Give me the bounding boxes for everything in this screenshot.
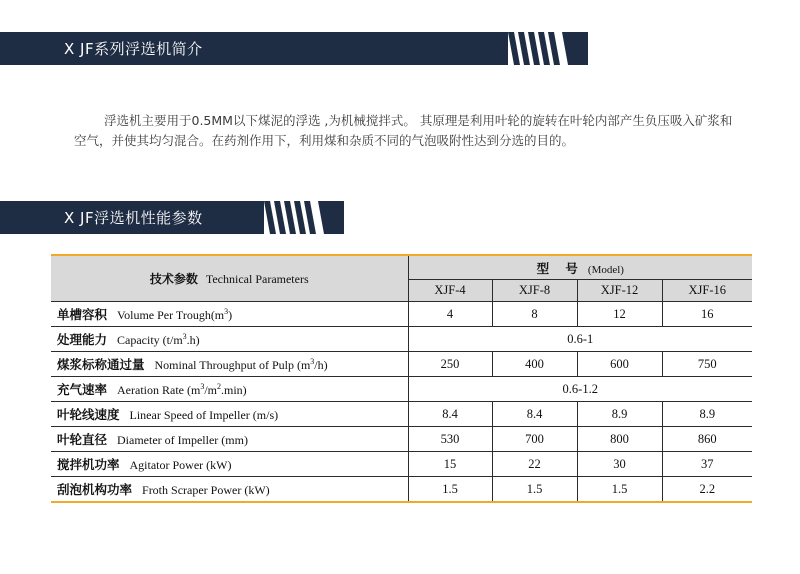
value-cell: 8.9	[577, 402, 662, 427]
param-label: 刮泡机构功率 Froth Scraper Power (kW)	[51, 477, 408, 502]
section-banner-params	[0, 201, 344, 234]
value-cell: 12	[577, 302, 662, 327]
value-cell: 1.5	[492, 477, 577, 502]
stripes-icon	[264, 201, 344, 234]
value-cell: 8	[492, 302, 577, 327]
model-cell: XJF-4	[408, 280, 492, 302]
param-label: 处理能力 Capacity $(t/m^3.h)$	[51, 327, 408, 352]
param-label: 煤浆标称通过量 Nominal Throughput of Pulp $(m^3/h)$	[51, 352, 408, 377]
model-cell: XJF-12	[577, 280, 662, 302]
value-cell: 4	[408, 302, 492, 327]
param-label: 搅拌机功率 Agitator Power (kW)	[51, 452, 408, 477]
section-title: X JF系列浮选机简介	[64, 40, 203, 58]
param-label: 叶轮直径 Diameter of Impeller (mm)	[51, 427, 408, 452]
model-header: 型 号 (Model)	[408, 256, 752, 280]
param-label: 充气速率 Aeration Rate $(m^3/m^2.\min)$	[51, 377, 408, 402]
value-cell-merged: 0.6-1.2	[408, 377, 752, 402]
value-cell: 860	[662, 427, 752, 452]
model-cell: XJF-8	[492, 280, 577, 302]
value-cell: 37	[662, 452, 752, 477]
value-cell: 530	[408, 427, 492, 452]
section-title: X JF浮选机性能参数	[64, 209, 203, 227]
intro-paragraph: 浮选机主要用于0.5MM以下煤泥的浮选 ,为机械搅拌式。 其原理是利用叶轮的旋转在叶轮内部产生负压吸入矿浆和空气，并使其均匀混合。在药剂作用下，利用煤和杂质不同的气泡吸附性达到分选的目的。	[74, 112, 733, 148]
param-header: 技术参数 Technical Parameters	[51, 256, 408, 302]
value-cell: 700	[492, 427, 577, 452]
value-cell: 800	[577, 427, 662, 452]
value-cell: 250	[408, 352, 492, 377]
value-cell: 750	[662, 352, 752, 377]
value-cell: 22	[492, 452, 577, 477]
table-row	[51, 452, 752, 477]
value-cell: 8.9	[662, 402, 752, 427]
value-cell: 8.4	[492, 402, 577, 427]
stripes-icon	[508, 32, 588, 65]
value-cell: 30	[577, 452, 662, 477]
table-row	[51, 402, 752, 427]
value-cell: 1.5	[577, 477, 662, 502]
table-row	[51, 352, 752, 377]
table-header-row	[51, 256, 752, 280]
param-label: 叶轮线速度 Linear Speed of Impeller (m/s)	[51, 402, 408, 427]
table-row	[51, 377, 752, 402]
value-cell-merged: 0.6-1	[408, 327, 752, 352]
value-cell: 400	[492, 352, 577, 377]
value-cell: 2.2	[662, 477, 752, 502]
value-cell: 8.4	[408, 402, 492, 427]
value-cell: 1.5	[408, 477, 492, 502]
value-cell: 15	[408, 452, 492, 477]
table-row	[51, 427, 752, 452]
table-row	[51, 327, 752, 352]
table-row	[51, 477, 752, 502]
value-cell: 16	[662, 302, 752, 327]
table-row	[51, 302, 752, 327]
parameters-table	[51, 254, 752, 503]
model-cell: XJF-16	[662, 280, 752, 302]
section-banner-intro	[0, 32, 588, 65]
param-label: 单槽容积 Volume Per $Trough(m^3)$	[51, 302, 408, 327]
value-cell: 600	[577, 352, 662, 377]
